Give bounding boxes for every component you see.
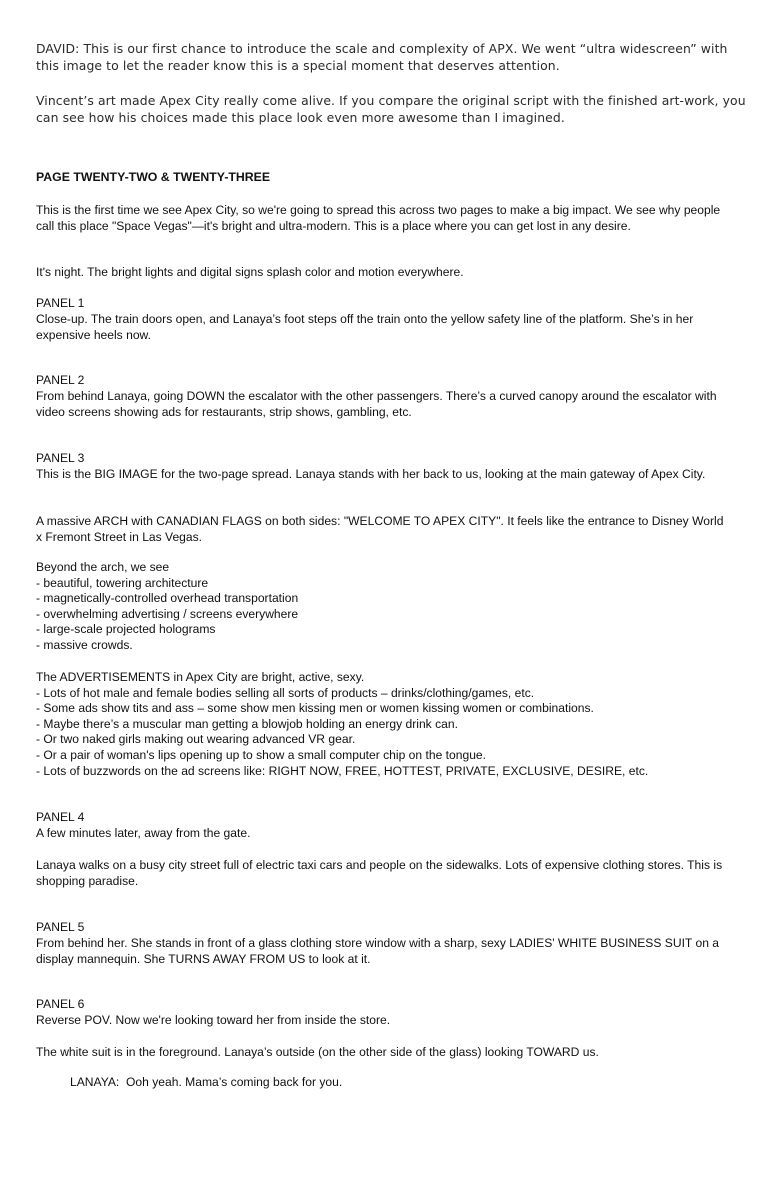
- panel-1-label: PANEL 1: [36, 296, 85, 310]
- list-item: - Maybe there’s a muscular man getting a blowjob holding an energy drink can.: [36, 716, 458, 731]
- list-item: - large-scale projected holograms: [36, 622, 216, 637]
- list-item: - Lots of buzzwords on the ad screens like: RIGHT NOW, FREE, HOTTEST, PRIVATE, EXCLUSIVE, DESIRE, etc.: [36, 763, 649, 778]
- dialogue-line: LANAYA: Ooh yeah. Mama’s coming back for you.: [70, 1075, 343, 1089]
- panel-1-description: Close-up. The train doors open, and Lanaya’s foot steps off the train onto the yellow safety line of the platform. She’s in her expensive heels now.: [36, 312, 694, 342]
- panel-3-description: This is the BIG IMAGE for the two-page spread. Lanaya stands with her back to us, looking at the main gateway of Apex City.: [36, 467, 706, 481]
- panel-3-arch: A massive ARCH with CANADIAN FLAGS on both sides: "WELCOME TO APEX CITY". It feels like the entrance to Disney World x Fremont Street in Las Vegas.: [36, 514, 724, 544]
- panel-5-description: From behind her. She stands in front of a glass clothing store window with a sharp, sexy LADIES' WHITE BUSINESS SUIT on a display mannequin. She TURNS AWAY FROM US to look at it.: [36, 936, 720, 966]
- panel-3-ads-list: [36, 670, 736, 779]
- list-item: - Or a pair of woman's lips opening up to show a small computer chip on the tongue.: [36, 747, 487, 762]
- list-item: - magnetically-controlled overhead transportation: [36, 591, 299, 606]
- panel-4-street: Lanaya walks on a busy city street full of electric taxi cars and people on the sidewalks. Lots of expensive clothing stores. This is shopping paradise.: [36, 858, 723, 888]
- panel-4-label: PANEL 4: [36, 810, 85, 824]
- panel-3-label: PANEL 3: [36, 451, 85, 465]
- night-paragraph: It's night. The bright lights and digital signs splash color and motion everywhere.: [36, 265, 464, 279]
- list-item: - Or two naked girls making out wearing advanced VR gear.: [36, 732, 356, 747]
- list-item: - beautiful, towering architecture: [36, 575, 209, 590]
- panel-4-description: A few minutes later, away from the gate.: [36, 826, 251, 840]
- panel-6-description: Reverse POV. Now we're looking toward her from inside the store.: [36, 1013, 391, 1027]
- intro-paragraph: This is the first time we see Apex City, so we're going to spread this across two pages to make a big impact. We see why people call this place "Space Vegas"—it's bright and ultra-modern. This is a place where you can get lost in any desire.: [36, 203, 721, 233]
- commentary-paragraph: DAVID: This is our first chance to introduce the scale and complexity of APX. We went “ultra widescreen” with this image to let the reader know this is a special moment that deserves attention.: [36, 41, 728, 73]
- panel-6-suit: The white suit is in the foreground. Lanaya’s outside (on the other side of the glass) looking TOWARD us.: [36, 1045, 599, 1059]
- list-item: - massive crowds.: [36, 637, 133, 652]
- list-item: - Some ads show tits and ass – some show men kissing men or women kissing women or combinations.: [36, 701, 594, 716]
- panel-3-beyond-list: [36, 560, 736, 654]
- list-item: The ADVERTISEMENTS in Apex City are bright, active, sexy.: [36, 670, 365, 684]
- commentary-paragraph: Vincent’s art made Apex City really come alive. If you compare the original script with the finished art-work, you can see how his choices made this place look even more awesome than I imagined.: [36, 93, 746, 125]
- panel-5-label: PANEL 5: [36, 920, 85, 934]
- panel-6-label: PANEL 6: [36, 997, 85, 1011]
- page-heading: PAGE TWENTY-TWO & TWENTY-THREE: [36, 170, 271, 184]
- panel-2-label: PANEL 2: [36, 373, 85, 387]
- list-item: Beyond the arch, we see: [36, 560, 170, 574]
- list-item: - overwhelming advertising / screens everywhere: [36, 606, 299, 621]
- panel-2-description: From behind Lanaya, going DOWN the escalator with the other passengers. There’s a curved canopy around the escalator with video screens showing ads for restaurants, strip shows, gambling, etc.: [36, 389, 717, 419]
- list-item: - Lots of hot male and female bodies selling all sorts of products – drinks/clothing/games, etc.: [36, 685, 535, 700]
